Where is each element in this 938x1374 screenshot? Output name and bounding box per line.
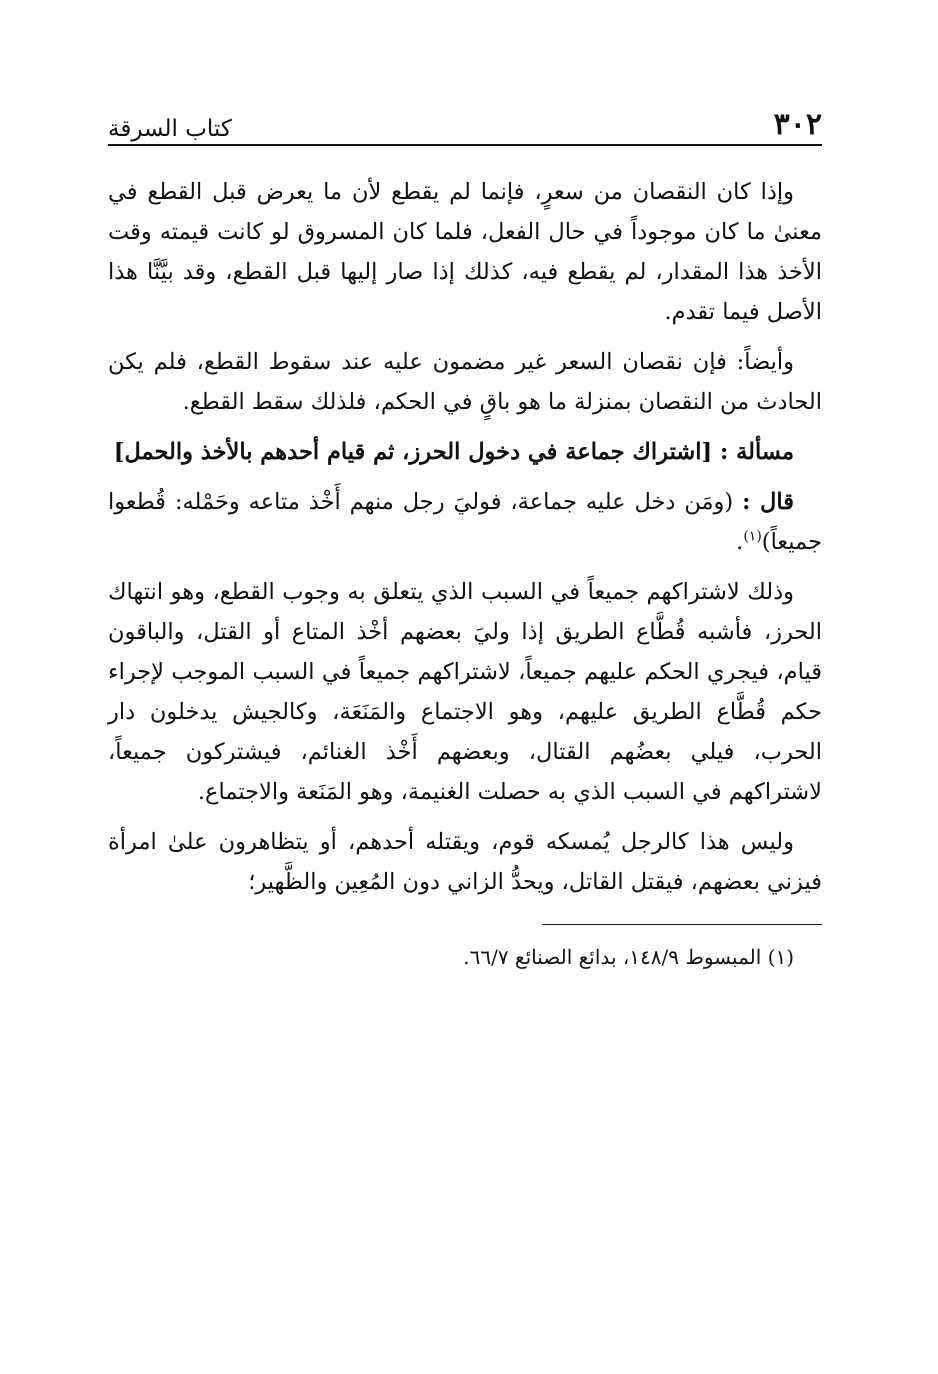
masala-label: مسألة : (719, 439, 794, 465)
footnote: (١) المبسوط ١٤٨/٩، بدائع الصنائع ٦٦/٧. (463, 945, 794, 969)
page-header (108, 98, 822, 146)
masala-heading (108, 432, 822, 472)
qal-label: قال : (742, 489, 794, 515)
paragraph-1: وإذا كان النقصان من سعرٍ، فإنما لم يقطع لأن ما يعرض قبل القطع في معنىٰ ما كان موجوداً في حال الفعل، فلما كان المسروق لو كانت قيمته وقت الأخذ هذا المقدار، لم يقطع فيه، كذلك إذا صار إليها قبل القطع، وقد بيَّنَّا هذا الأصل فيما تقدم. (108, 179, 822, 325)
page (108, 98, 822, 973)
qal-end: . (736, 529, 744, 555)
page-body (108, 172, 822, 902)
qal-paragraph (108, 482, 822, 562)
masala-title: [اشتراك جماعة في دخول الحرز، ثم قيام أحدهم بالأخذ والحمل] (113, 439, 713, 465)
paragraph-4: وذلك لاشتراكهم جميعاً في السبب الذي يتعلق به وجوب القطع، وهو انتهاك الحرز، فأشبه قُطَّاع الطريق إذا وليَ بعضهم أخْذ المتاع أو القتل، والباقون قيام، فيجري الحكم عليهم جميعاً، لاشتراكهم جميعاً في السبب الموجب لإجراء حكم قُطَّاع الطريق عليهم، وهو الاجتماع والمَنَعَة، وكالجيش يدخلون دار الحرب، فيلي بعضُهم القتال، وبعضهم أَخْذ الغنائم، فيشتركون جميعاً، لاشتراكهم في السبب الذي به حصلت الغنيمة، وهو المَنَعة والاجتماع. (108, 579, 822, 805)
qal-text: (ومَن دخل عليه جماعة، فوليَ رجل منهم أَخْذ متاعه وحَمْله: قُطعوا جميعاً) (108, 489, 822, 555)
running-title: كتاب السرقة (108, 116, 232, 142)
page-number: ٣٠٢ (773, 107, 822, 142)
footnote-divider (542, 924, 822, 925)
paragraph-2: وأيضاً: فإن نقصان السعر غير مضمون عليه عند سقوط القطع، فلم يكن الحادث من النقصان بمنزلة ما هو باقٍ في الحكم، فلذلك سقط القطع. (108, 349, 822, 415)
footnote-reference: (١) (743, 528, 762, 545)
paragraph-5: وليس هذا كالرجل يُمسكه قوم، ويقتله أحدهم، أو يتظاهرون علىٰ امرأة فيزني بعضهم، فيقتل القاتل، ويحدُّ الزاني دون المُعِين والظَّهير؛ (108, 829, 822, 895)
